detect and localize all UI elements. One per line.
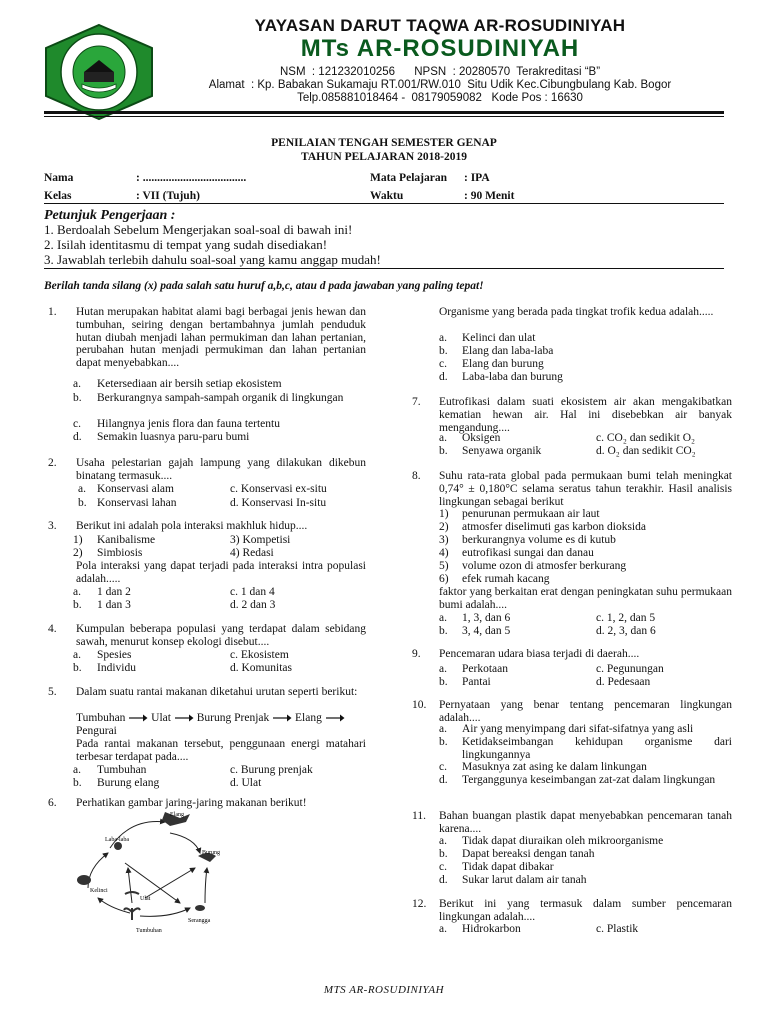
q8-item-2: atmosfer diselimuti gas karbon dioksida — [462, 521, 646, 533]
waktu-value: : 90 Menit — [464, 190, 515, 202]
q8-item-1-num: 1) — [439, 508, 449, 520]
q6-opt-a-label[interactable]: a. — [439, 332, 447, 344]
instruction-1: 1. Berdoalah Sebelum Mengerjakan soal-soal di bawah ini! — [44, 222, 353, 237]
instructions-heading: Petunjuk Pengerjaan : — [44, 208, 176, 223]
question-stem: Hutan merupakan habitat alami bagi berbagai jenis hewan dan tumbuhan, seiring dengan bertambahnya jumlah penduduk hutan diubah menjadi lahan permukiman dan lahan pertanian, perubahan hutan menjadi permukiman dan lahan pertanian dapat menyebabkan.... — [76, 306, 366, 370]
q6-opt-d: Laba-laba dan burung — [462, 371, 563, 383]
q4-opt-c[interactable]: c. Ekosistem — [230, 649, 289, 661]
arrow-right-icon — [272, 713, 292, 723]
rabbit-icon — [77, 875, 91, 885]
q9-opt-c[interactable]: c. Pegunungan — [596, 663, 664, 675]
q5-opt-a-label[interactable]: a. — [73, 764, 81, 776]
school-address: Alamat : Kp. Babakan Sukamaju RT.001/RW.010 Situ Udik Kec.Cibungbulang Kab. Bogor — [208, 79, 672, 91]
header-rule-thick — [44, 111, 724, 114]
web-label-tumbuhan: Tumbuhan — [136, 928, 162, 934]
chain-elang: Elang — [295, 712, 322, 724]
q2-opt-b-label[interactable]: b. — [78, 497, 87, 509]
question-stem: Organisme yang berada pada tingkat trofik kedua adalah..... — [439, 306, 714, 318]
question-number: 7. — [412, 396, 421, 408]
school-contact: Telp.085881018464 - 08179059082 Kode Pos : 16630 — [297, 92, 583, 104]
question-number: 11. — [412, 810, 426, 822]
chain-tumbuhan: Tumbuhan — [76, 712, 126, 724]
q3-item-2: Simbiosis — [97, 547, 143, 559]
question-stem: Dalam suatu rantai makanan diketahui urutan seperti berikut: — [76, 686, 358, 698]
q6-opt-d-label[interactable]: d. — [439, 371, 448, 383]
question-number: 12. — [412, 898, 427, 910]
q3-item-1: Kanibalisme — [97, 534, 156, 546]
q7-opt-c[interactable]: c. CO₂ dan sedikit O₂ — [596, 432, 696, 444]
question-stem: Usaha pelestarian gajah lampung yang dilakukan dikebun binatang termasuk.... — [76, 457, 366, 482]
nama-label: Nama — [44, 172, 74, 184]
q10-opt-a: Air yang menyimpang dari sifat-sifatnya yang asli — [462, 723, 694, 735]
foundation-name: YAYASAN DARUT TAQWA AR-ROSUDINIYAH — [254, 16, 626, 35]
exam-year: TAHUN PELAJARAN 2018-2019 — [301, 151, 467, 163]
q9-opt-a-label[interactable]: a. — [439, 663, 447, 675]
q6-opt-b: Elang dan laba-laba — [462, 345, 554, 357]
q8-item-3-num: 3) — [439, 534, 449, 546]
q6-opt-c: Elang dan burung — [462, 358, 544, 370]
q7-opt-b-label[interactable]: b. — [439, 445, 448, 457]
q5-opt-a: Tumbuhan — [97, 764, 147, 776]
q1-opt-a: Ketersediaan air bersih setiap ekosistem — [97, 378, 282, 390]
question-number: 6. — [48, 797, 57, 809]
question-stem: Bahan buangan plastik dapat menyebabkan pencemaran tanah karena.... — [439, 810, 732, 835]
web-label-laba-laba: Laba-laba — [105, 837, 129, 843]
q8-item-4-num: 4) — [439, 547, 449, 559]
q4-opt-a: Spesies — [97, 649, 132, 661]
web-label-serangga: Serangga — [188, 918, 211, 924]
question-number: 4. — [48, 623, 57, 635]
arrow-right-icon — [174, 713, 194, 723]
identity-rule — [44, 203, 724, 204]
web-label-kelinci: Kelinci — [90, 888, 108, 894]
letterhead — [160, 14, 720, 104]
plant-icon — [124, 908, 140, 920]
question-stem: Suhu rata-rata global pada permukaan bumi telah meningkat 0,74° ± 0,180°C selama seratus tahun terakhir. Hasil analisis lingkungan sebagai berikut — [439, 470, 732, 508]
q3-opt-a: 1 dan 2 — [97, 586, 131, 598]
header-rule-thin — [44, 116, 724, 117]
q10-opt-a-label[interactable]: a. — [439, 723, 447, 735]
q12-opt-c[interactable]: c. Plastik — [596, 923, 639, 935]
q10-opt-c-label[interactable]: c. — [439, 761, 447, 773]
question-stem: Pencemaran udara biasa terjadi di daerah.... — [439, 648, 640, 660]
q3-item-1-num: 1) — [73, 534, 83, 546]
waktu-label: Waktu — [370, 190, 404, 202]
school-name: MTs AR-ROSUDINIYAH — [300, 35, 580, 62]
question-stem: Berikut ini adalah pola interaksi makhluk hidup.... — [76, 520, 308, 532]
question-number: 8. — [412, 470, 421, 482]
web-arrow — [98, 898, 130, 913]
kelas-value: : VII (Tujuh) — [136, 190, 200, 202]
kelas-label: Kelas — [44, 190, 72, 202]
question-number: 3. — [48, 520, 57, 532]
q8-item-6: efek rumah kacang — [462, 573, 550, 585]
q8-opt-b-label[interactable]: b. — [439, 625, 448, 637]
question-stem: Eutrofikasi dalam suati ekosistem air akan mengakibatkan kematian hewan air. Hal ini disebebkan air banyak mengandung.... — [439, 396, 732, 434]
q7-opt-a-label[interactable]: a. — [439, 432, 447, 444]
q3-item-3: 3) Kompetisi — [230, 534, 291, 546]
q11-opt-b: Dapat bereaksi dengan tanah — [462, 848, 595, 860]
q9-opt-a: Perkotaan — [462, 663, 508, 675]
web-arrow — [205, 868, 207, 903]
mapel-label: Mata Pelajaran — [370, 172, 447, 184]
q10-opt-b: Ketidakseimbangan kehidupan organisme dari lingkungannya — [462, 736, 732, 761]
q10-opt-d-label[interactable]: d. — [439, 774, 448, 786]
question-number: 10. — [412, 699, 427, 711]
q2-opt-c[interactable]: c. Konservasi ex-situ — [230, 483, 327, 495]
spider-icon — [114, 842, 122, 850]
q8-item-6-num: 6) — [439, 573, 449, 585]
q1-opt-d-label[interactable]: d. — [73, 431, 82, 443]
q9-opt-b: Pantai — [462, 676, 491, 688]
q7-opt-d[interactable]: d. O₂ dan sedikit CO₂ — [596, 445, 696, 457]
q1-opt-d: Semakin luasnya paru-paru bumi — [97, 431, 250, 443]
instructions-rule — [44, 268, 724, 269]
chain-pengurai: Pengurai — [76, 725, 117, 737]
q3-item-4: 4) Redasi — [230, 547, 274, 559]
q7-opt-a: Oksigen — [462, 432, 501, 444]
q8-item-2-num: 2) — [439, 521, 449, 533]
q3-item-2-num: 2) — [73, 547, 83, 559]
q12-opt-a: Hidrokarbon — [462, 923, 521, 935]
q2-opt-a: Konservasi alam — [97, 483, 174, 495]
q8-opt-c[interactable]: c. 1, 2, dan 5 — [596, 612, 656, 624]
question-stem: Kumpulan beberapa populasi yang terdapat dalam sebidang sawah, menurut konsep ekologi disebut.... — [76, 623, 366, 648]
q8-opt-a: 1, 3, dan 6 — [462, 612, 511, 624]
q4-opt-d[interactable]: d. Komunitas — [230, 662, 292, 674]
question-stem: Pada rantai makanan tersebut, penggunaan energi matahari terbesar terdapat pada.... — [76, 738, 366, 763]
caterpillar-icon — [125, 892, 139, 894]
q7-opt-b: Senyawa organik — [462, 445, 542, 457]
web-arrow — [140, 908, 190, 916]
web-label-ulat: Ulat — [140, 896, 151, 902]
q11-opt-a: Tidak dapat diuraikan oleh mikroorganisme — [462, 835, 664, 847]
question-number: 5. — [48, 686, 57, 698]
q5-opt-b: Burung elang — [97, 777, 160, 789]
q8-opt-b: 3, 4, dan 5 — [462, 625, 511, 637]
instruction-3: 3. Jawablah terlebih dahulu soal-soal yang kamu anggap mudah! — [44, 252, 381, 267]
question-stem: Berikut ini yang termasuk dalam sumber pencemaran lingkungan adalah.... — [439, 898, 732, 923]
q11-opt-b-label[interactable]: b. — [439, 848, 448, 860]
q8-opt-d[interactable]: d. 2, 3, dan 6 — [596, 625, 656, 637]
web-arrow — [170, 833, 200, 853]
q12-opt-a-label[interactable]: a. — [439, 923, 447, 935]
q1-opt-b-label[interactable]: b. — [73, 392, 82, 404]
web-label-burung: Burung — [202, 850, 220, 856]
q3-opt-b-label[interactable]: b. — [73, 599, 82, 611]
q4-opt-b-label[interactable]: b. — [73, 662, 82, 674]
q1-opt-a-label[interactable]: a. — [73, 378, 81, 390]
q8-item-5-num: 5) — [439, 560, 449, 572]
web-arrow — [128, 868, 132, 903]
instruction-2: 2. Isilah identitasmu di tempat yang sudah disediakan! — [44, 237, 328, 252]
food-chain — [76, 712, 345, 724]
q4-opt-b: Individu — [97, 662, 136, 674]
q1-opt-c: Hilangnya jenis flora dan fauna tertentu — [97, 418, 280, 430]
chain-burung-prenjak: Burung Prenjak — [196, 712, 270, 724]
nama-field[interactable]: : .................................... — [136, 172, 247, 184]
school-logo — [40, 22, 158, 122]
arrow-right-icon — [128, 713, 148, 723]
q8-item-5: volume ozon di atmosfer berkurang — [462, 560, 627, 572]
question-number: 1. — [48, 306, 57, 318]
school-ids: NSM : 121232010256 NPSN : 20280570 Terakreditasi “B” — [279, 66, 601, 78]
food-web-diagram — [70, 808, 245, 936]
q3-opt-c[interactable]: c. 1 dan 4 — [230, 586, 275, 598]
q1-opt-b: Berkurangnya sampah-sampah organik di lingkungan — [97, 392, 344, 404]
q11-opt-c-label[interactable]: c. — [439, 861, 447, 873]
q4-opt-a-label[interactable]: a. — [73, 649, 81, 661]
mapel-value: : IPA — [464, 172, 490, 184]
q9-opt-b-label[interactable]: b. — [439, 676, 448, 688]
question-stem: faktor yang berkaitan erat dengan peningkatan suhu permukaan bumi adalah.... — [439, 586, 732, 611]
q6-opt-b-label[interactable]: b. — [439, 345, 448, 357]
q6-opt-c-label[interactable]: c. — [439, 358, 447, 370]
q9-opt-d[interactable]: d. Pedesaan — [596, 676, 651, 688]
q2-opt-a-label[interactable]: a. — [78, 483, 86, 495]
q10-opt-b-label[interactable]: b. — [439, 736, 448, 748]
q5-opt-c[interactable]: c. Burung prenjak — [230, 764, 313, 776]
answer-directive: Berilah tanda silang (x) pada salah satu huruf a,b,c, atau d pada jawaban yang paling tepat! — [44, 280, 484, 292]
q11-opt-a-label[interactable]: a. — [439, 835, 447, 847]
q11-opt-d: Sukar larut dalam air tanah — [462, 874, 587, 886]
page-footer: MTS AR-ROSUDINIYAH — [323, 984, 445, 996]
q2-opt-b: Konservasi lahan — [97, 497, 177, 509]
q5-opt-d[interactable]: d. Ulat — [230, 777, 262, 789]
exam-title: PENILAIAN TENGAH SEMESTER GENAP — [271, 137, 497, 149]
question-stem: Perhatikan gambar jaring-jaring makanan berikut! — [76, 797, 307, 809]
web-arrow — [125, 863, 180, 903]
question-stem: Pola interaksi yang dapat terjadi pada interaksi intra populasi adalah..... — [76, 560, 366, 585]
q5-opt-b-label[interactable]: b. — [73, 777, 82, 789]
web-label-elang: Elang — [170, 812, 184, 818]
q6-opt-a: Kelinci dan ulat — [462, 332, 536, 344]
chain-ulat: Ulat — [151, 712, 171, 724]
q8-item-3: berkurangnya volume es di kutub — [462, 534, 616, 546]
q3-opt-b: 1 dan 3 — [97, 599, 131, 611]
q8-item-1: penurunan permukaan air laut — [462, 508, 600, 520]
arrow-right-icon — [325, 713, 345, 723]
q10-opt-c: Masuknya zat asing ke dalam linkungan — [462, 761, 647, 773]
q8-opt-a-label[interactable]: a. — [439, 612, 447, 624]
question-stem: Pernyataan yang benar tentang pencemaran lingkungan adalah.... — [439, 699, 732, 724]
q3-opt-a-label[interactable]: a. — [73, 586, 81, 598]
question-number: 2. — [48, 457, 57, 469]
question-number: 9. — [412, 648, 421, 660]
insect-icon — [195, 905, 205, 911]
q3-opt-d[interactable]: d. 2 dan 3 — [230, 599, 276, 611]
q1-opt-c-label[interactable]: c. — [73, 418, 81, 430]
q8-item-4: eutrofikasi sungai dan danau — [462, 547, 594, 559]
web-arrow — [88, 853, 108, 888]
q2-opt-d[interactable]: d. Konservasi In-situ — [230, 497, 327, 509]
q11-opt-d-label[interactable]: d. — [439, 874, 448, 886]
q11-opt-c: Tidak dapat dibakar — [462, 861, 554, 873]
q10-opt-d: Terganggunya keseimbangan zat-zat dalam lingkungan — [462, 774, 716, 786]
